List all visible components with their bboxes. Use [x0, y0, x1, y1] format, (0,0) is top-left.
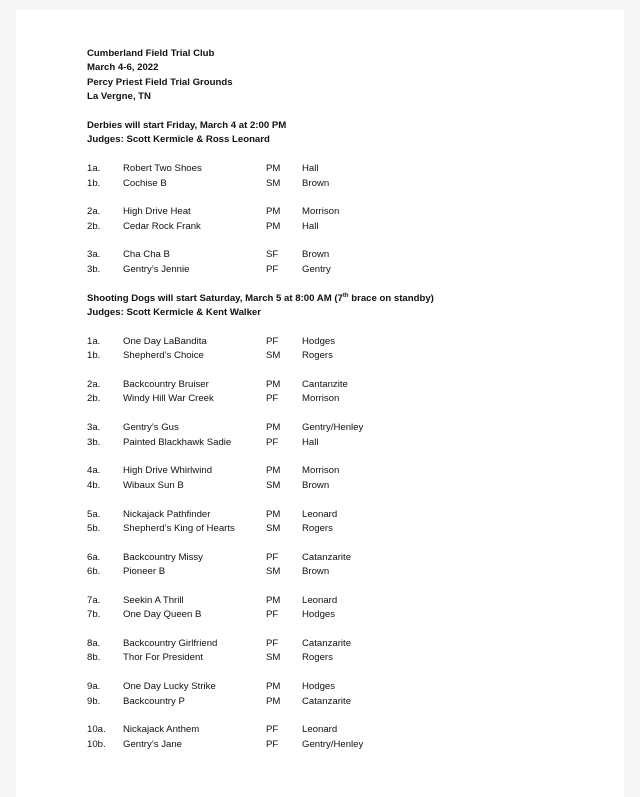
dog-name: Gentry’s Gus — [123, 422, 179, 434]
handler-name: Hall — [302, 163, 319, 175]
brace-group — [87, 421, 607, 464]
entry-number: 3b. — [87, 436, 101, 448]
entry-number: 9a. — [87, 681, 101, 693]
entry-row — [87, 680, 607, 694]
entry-number: 10a. — [87, 724, 106, 736]
dog-name: High Drive Heat — [123, 206, 191, 218]
entry-number: 2a. — [87, 378, 101, 390]
handler-name: Brown — [302, 479, 330, 491]
entry-number: 6b. — [87, 566, 101, 578]
entry-row — [87, 421, 607, 435]
dog-name: Seekin A Thrill — [123, 594, 184, 606]
brace-group — [87, 162, 607, 205]
dog-name: Cochise B — [123, 177, 167, 189]
brace-group — [87, 551, 607, 594]
entry-number: 10b. — [87, 738, 106, 750]
dog-name: Backcountry Missy — [123, 551, 203, 563]
dog-name: Shepherd’s Choice — [123, 350, 204, 362]
brace-group — [87, 637, 607, 680]
handler-name: Morrison — [302, 465, 340, 477]
entry-row — [87, 436, 607, 450]
entry-number: 2b. — [87, 393, 101, 405]
dog-name: One Day LaBandita — [123, 335, 207, 347]
dog-sex: SM — [266, 522, 281, 534]
entry-row — [87, 177, 607, 191]
handler-name: Morrison — [302, 206, 340, 218]
document-page — [16, 10, 624, 797]
entry-number: 6a. — [87, 551, 101, 563]
derbies-draw — [87, 162, 607, 292]
brace-group — [87, 508, 607, 551]
handler-name: Hodges — [302, 681, 336, 693]
dog-sex: SM — [266, 566, 281, 578]
entry-number: 8b. — [87, 652, 101, 664]
brace-group — [87, 680, 607, 723]
dog-sex: PF — [266, 263, 279, 275]
entry-row — [87, 738, 607, 752]
handler-name: Leonard — [302, 594, 338, 606]
dog-sex: SF — [266, 249, 279, 261]
handler-name: Hall — [302, 220, 319, 232]
dog-sex: PM — [266, 508, 281, 520]
handler-name: Hodges — [302, 609, 336, 621]
dog-name: Windy Hill War Creek — [123, 393, 214, 405]
handler-name: Rogers — [302, 522, 333, 534]
dog-name: Cedar Rock Frank — [123, 220, 201, 232]
dog-sex: PF — [266, 551, 279, 563]
dog-sex: PF — [266, 724, 279, 736]
brace-group — [87, 723, 607, 766]
dog-sex: PM — [266, 206, 281, 218]
dog-sex: PM — [266, 220, 281, 232]
entry-row — [87, 695, 607, 709]
handler-name: Gentry/Henley — [302, 422, 364, 434]
entry-row — [87, 378, 607, 392]
derbies-start: Derbies will start Friday, March 4 at 2:00 PM — [87, 119, 287, 131]
handler-name: Gentry — [302, 263, 331, 275]
dog-sex: PF — [266, 436, 279, 448]
entry-row — [87, 551, 607, 565]
entry-number: 3b. — [87, 263, 101, 275]
dog-name: Backcountry Girlfriend — [123, 638, 218, 650]
shooting-dogs-start: Shooting Dogs will start Saturday, March 5 at 8:00 AM (7th brace on standby) — [87, 292, 434, 304]
dog-name: Backcountry P — [123, 695, 185, 707]
dog-sex: PF — [266, 393, 279, 405]
derbies-judges: Judges: Scott Kermicle & Ross Leonard — [87, 134, 270, 146]
handler-name: Leonard — [302, 724, 338, 736]
dog-sex: PM — [266, 465, 281, 477]
handler-name: Cantanzite — [302, 378, 348, 390]
entry-row — [87, 508, 607, 522]
entry-number: 5b. — [87, 522, 101, 534]
entry-number: 9b. — [87, 695, 101, 707]
entry-row — [87, 723, 607, 737]
brace-group — [87, 248, 607, 291]
handler-name: Brown — [302, 249, 330, 261]
entry-number: 3a. — [87, 422, 101, 434]
handler-name: Rogers — [302, 350, 333, 362]
entry-row — [87, 248, 607, 262]
dog-sex: PF — [266, 638, 279, 650]
dog-name: Gentry’s Jane — [123, 738, 183, 750]
brace-group — [87, 205, 607, 248]
dog-name: Shepherd’s King of Hearts — [123, 522, 235, 534]
dog-name: Wibaux Sun B — [123, 479, 184, 491]
entry-number: 2b. — [87, 220, 101, 232]
handler-name: Catanzarite — [302, 551, 352, 563]
entry-row — [87, 565, 607, 579]
entry-number: 1b. — [87, 350, 101, 362]
entry-number: 1b. — [87, 177, 101, 189]
dog-name: Thor For President — [123, 652, 203, 664]
handler-name: Catanzarite — [302, 695, 352, 707]
entry-row — [87, 594, 607, 608]
brace-group — [87, 464, 607, 507]
handler-name: Morrison — [302, 393, 340, 405]
entry-row — [87, 392, 607, 406]
dog-sex: PM — [266, 422, 281, 434]
dog-sex: SM — [266, 652, 281, 664]
entry-row — [87, 464, 607, 478]
handler-name: Gentry/Henley — [302, 738, 364, 750]
dog-sex: PF — [266, 609, 279, 621]
entry-row — [87, 651, 607, 665]
entry-row — [87, 263, 607, 277]
event-location: La Vergne, TN — [87, 91, 151, 103]
dog-name: One Day Queen B — [123, 609, 202, 621]
entry-number: 1a. — [87, 335, 101, 347]
entry-number: 2a. — [87, 206, 101, 218]
entry-number: 1a. — [87, 163, 101, 175]
handler-name: Catanzarite — [302, 638, 352, 650]
dog-name: Backcountry Bruiser — [123, 378, 209, 390]
dog-sex: PM — [266, 378, 281, 390]
brace-group — [87, 335, 607, 378]
event-grounds: Percy Priest Field Trial Grounds — [87, 76, 233, 88]
dog-name: Gentry’s Jennie — [123, 263, 190, 275]
entry-row — [87, 349, 607, 363]
brace-group — [87, 594, 607, 637]
dog-sex: PM — [266, 163, 281, 175]
dog-sex: PM — [266, 681, 281, 693]
event-dates: March 4-6, 2022 — [87, 62, 159, 74]
handler-name: Leonard — [302, 508, 338, 520]
handler-name: Rogers — [302, 652, 333, 664]
dog-name: Cha Cha B — [123, 249, 170, 261]
shooting-dogs-draw — [87, 335, 607, 767]
shooting-dogs-judges: Judges: Scott Kermicle & Kent Walker — [87, 307, 261, 319]
dog-sex: SM — [266, 350, 281, 362]
dog-name: Nickajack Pathfinder — [123, 508, 211, 520]
dog-sex: PM — [266, 594, 281, 606]
dog-name: Nickajack Anthem — [123, 724, 200, 736]
entry-row — [87, 205, 607, 219]
entry-row — [87, 220, 607, 234]
entry-number: 4b. — [87, 479, 101, 491]
dog-sex: PM — [266, 695, 281, 707]
entry-number: 8a. — [87, 638, 101, 650]
entry-number: 7a. — [87, 594, 101, 606]
document-content — [87, 47, 607, 767]
dog-sex: PF — [266, 738, 279, 750]
dog-sex: SM — [266, 177, 281, 189]
entry-row — [87, 479, 607, 493]
dog-name: One Day Lucky Strike — [123, 681, 216, 693]
dog-name: Painted Blackhawk Sadie — [123, 436, 232, 448]
brace-group — [87, 378, 607, 421]
handler-name: Hodges — [302, 335, 336, 347]
entry-number: 7b. — [87, 609, 101, 621]
dog-name: Pioneer B — [123, 566, 166, 578]
entry-number: 3a. — [87, 249, 101, 261]
entry-row — [87, 335, 607, 349]
entry-number: 4a. — [87, 465, 101, 477]
entry-number: 5a. — [87, 508, 101, 520]
entry-row — [87, 522, 607, 536]
entry-row — [87, 162, 607, 176]
entry-row — [87, 608, 607, 622]
handler-name: Brown — [302, 177, 330, 189]
dog-sex: SM — [266, 479, 281, 491]
dog-name: High Drive Whirlwind — [123, 465, 213, 477]
handler-name: Hall — [302, 436, 319, 448]
dog-name: Robert Two Shoes — [123, 163, 202, 175]
entry-row — [87, 637, 607, 651]
dog-sex: PF — [266, 335, 279, 347]
club-name: Cumberland Field Trial Club — [87, 48, 215, 59]
handler-name: Brown — [302, 566, 330, 578]
